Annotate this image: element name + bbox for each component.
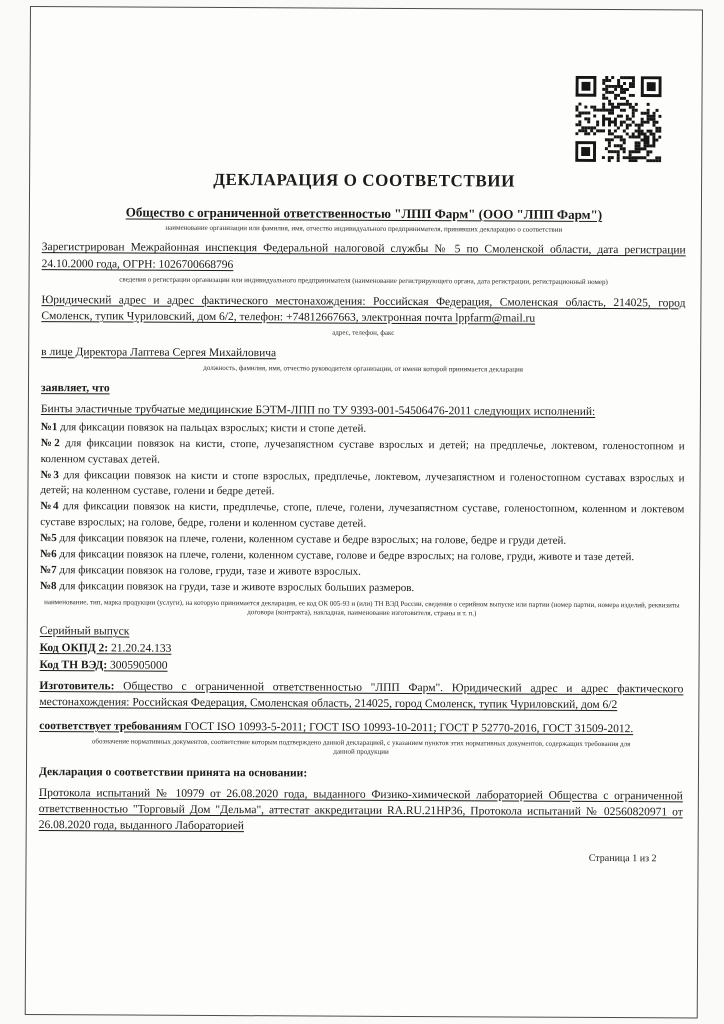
- representative-info: в лице Директора Лаптева Сергея Михайловича: [41, 345, 277, 359]
- product-description: Бинты эластичные трубчатые медицинские БЭТМ-ЛПП по ТУ 9393-001-54506476-2011 следующих исполнений:: [40, 403, 596, 419]
- manufacturer-info: [39, 678, 683, 714]
- basis-text: Протокола испытаний № 10979 от 26.08.2020 года, выданного Физико-химической лабораторией Общества с ограниченной ответственностью "Торговый Дом "Дельма", аттестат аккредитации RA.RU.21НР36, Протокола испытаний № 02560820971 от 26.08.2020 года, выданного Лабораторией: [38, 786, 683, 833]
- variant-text: для фиксации повязок на плече, голени, коленном суставе и бедре взрослых; на голове, бедре и груди детей.: [59, 532, 567, 548]
- variant-text: для фиксации повязок на груди, тазе и животе взрослых больших размеров.: [59, 580, 415, 595]
- declarant-company-name: Общество с ограниченной ответственностью "ЛПП Фарм" (ООО "ЛПП Фарм"): [125, 204, 603, 222]
- address-info: Юридический адрес и адрес фактического местонахождения: Российская Федерация, Смоленская область, 214025, город Смоленск, тупик Чуриловский, дом 6/2, телефон: +74812667663, электронная почта lppfarm@mail.ru: [41, 293, 686, 325]
- product-variants-list: [40, 420, 685, 599]
- product-caption: наименование, тип, марка продукции (услуги), на которую принимается декларация, ее код ОК 005-93 и (или) ТН ВЭД России, сведения о серийном выпуске или партии (номер партии, номера изделий, реквизиты договора (контракта), накладная, наименование изготовителя, страны и т. п.): [44, 598, 680, 618]
- product-variant: [41, 436, 685, 471]
- variant-text: для фиксации повязок на кисти, стопе, лучезапястном суставе взрослых и детей; на предплечье, локтевом, голеностопном и коленном суставах детей.: [40, 436, 685, 466]
- variant-text: для фиксации повязок на кисти, предплечье, стопе, плече, голени, лучезапястном суставе, голеностопном, коленном и локтевом суставе взрослых; на голове, бедре, голени и коленном суставе детей.: [40, 500, 685, 531]
- variant-number: №6: [40, 548, 57, 561]
- variant-number: №7: [40, 564, 57, 577]
- declares-label: заявляет, что: [40, 382, 110, 395]
- qr-code: [575, 76, 661, 162]
- manufacturer-text: Общество с ограниченной ответственностью "ЛПП Фарм". Юридический адрес и адрес фактического местонахождения: Российская Федерация, Смоленская область, 214025, город Смоленск, тупик Чуриловский, дом 6/2: [39, 680, 684, 712]
- declarant-caption: наименование организации или фамилия, имя, отчество индивидуального предпринимателя, принявших декларацию о соответствии: [165, 223, 563, 234]
- tnved-code: [40, 659, 684, 674]
- conformity-caption: обозначение нормативных документов, соответствие которым подтверждено данной декларацией, с указанием пунктов этих нормативных документов, содержащих требования для данной продукции: [91, 737, 631, 757]
- variant-text: для фиксации повязок на плече, голени, коленном суставе, голове и бедре взрослых; на голове, груди, животе и тазе детей.: [59, 548, 635, 564]
- variant-text: для фиксации повязок на пальцах взрослых; кисти и стопе детей.: [60, 420, 367, 435]
- address-caption: адрес, телефон, факс: [332, 328, 395, 338]
- okpd-label: Код ОКПД 2:: [39, 641, 109, 655]
- tnved-label: Код ТН ВЭД:: [39, 658, 108, 672]
- conformity-text: ГОСТ ISO 10993-5-2011; ГОСТ ISO 10993-10-2011; ГОСТ Р 52770-2016, ГОСТ 31509-2012.: [184, 720, 634, 735]
- registration-info: Зарегистрирован Межрайонная инспекция Федеральной налоговой службы № 5 по Смоленской области, дата регистрации 24.10.2000 года, ОГРН: 1026700668796: [41, 241, 686, 271]
- variant-number: №3: [40, 468, 59, 481]
- variant-number: №5: [40, 532, 57, 545]
- registration-caption: сведения о регистрации организации или индивидуального предпринимателя (наименование регистрирующего органа, дата регистрации, регистрационный номер): [119, 275, 608, 287]
- variant-number: №8: [39, 580, 57, 593]
- product-variant: [40, 579, 684, 598]
- document-title: ДЕКЛАРАЦИЯ О СООТВЕТСТВИИ: [213, 169, 515, 191]
- variant-text: для фиксации повязок на кисти и стопе взрослых, предплечье, локтевом, лучезапястном и голеностопном суставах взрослых и детей; на коленном суставе, голени и бедре детей.: [40, 468, 685, 498]
- variant-number: №2: [40, 436, 60, 449]
- variant-number: №1: [40, 420, 58, 433]
- conformity-label: соответствует требованиям: [39, 719, 182, 733]
- scanned-declaration-page: [25, 6, 703, 1019]
- product-variant: [40, 499, 684, 534]
- serial-release: Серийный выпуск: [39, 624, 130, 638]
- manufacturer-label: Изготовитель:: [39, 679, 115, 693]
- basis-heading: Декларация о соответствии принята на основании:: [38, 765, 308, 780]
- variant-text: для фиксации повязок на голове, груди, тазе и животе взрослых.: [59, 564, 361, 578]
- representative-caption: должность, фамилия, имя, отчество руководителя организации, от имени которой принимается декларация: [203, 363, 523, 374]
- conformity-standards: [39, 718, 683, 738]
- okpd-code: [40, 642, 684, 657]
- product-variant: [40, 468, 684, 503]
- tnved-value: 3005905000: [110, 659, 168, 672]
- page-number: Страница 1 из 2: [588, 852, 657, 865]
- okpd-value: 21.20.24.133: [110, 642, 172, 655]
- variant-number: №4: [40, 500, 59, 513]
